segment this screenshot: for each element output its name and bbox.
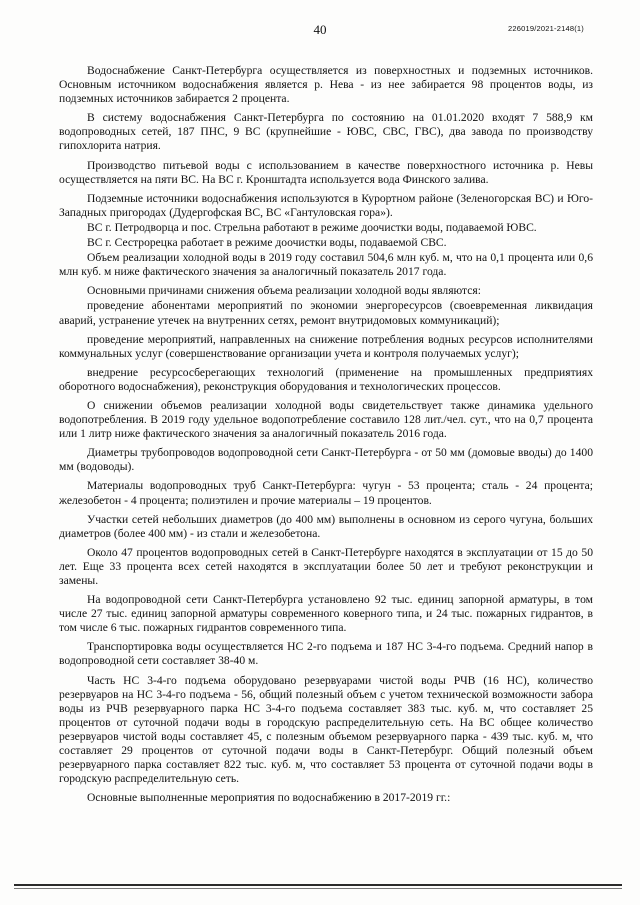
paragraph: Участки сетей небольших диаметров (до 400 мм) выполнены в основном из серого чугуна, больших диаметров (более 400 мм) - из стали и железобетона. bbox=[59, 512, 593, 540]
paragraph: На водопроводной сети Санкт-Петербурга установлено 92 тыс. единиц запорной арматуры, в том числе 27 тыс. единиц запорной арматуры современного коверного типа, и 24 тыс. пожарных гидрантов, в том числе 6 тыс. пожарных гидрантов современного типа. bbox=[59, 593, 593, 635]
scan-edge-line bbox=[14, 884, 622, 886]
paragraph: Подземные источники водоснабжения используются в Курортном районе (Зеленогорская ВС) и Юго-Западных пригородах (Дудергофская ВС, ВС «Гантуловская гора»). bbox=[59, 191, 593, 219]
paragraph: О снижении объемов реализации холодной воды свидетельствует также динамика удельного водопотребления. В 2019 году удельное водопотребление составило 128 лит./чел. сут., что на 0,7 процента или 1 литр ниже фактического значения за аналогичный показатель 2016 года. bbox=[59, 398, 593, 441]
paragraph: В систему водоснабжения Санкт-Петербурга по состоянию на 01.01.2020 входят 7 588,9 км водопроводных сетей, 187 ПНС, 9 ВС (крупнейшие - ЮВС, СВС, ГВС), два завода по производству гипохлорита натрия. bbox=[59, 111, 593, 153]
page-number: 40 bbox=[313, 22, 327, 37]
paragraph: ВС г. Сестрорецка работает в режиме доочистки воды, подаваемой СВС. bbox=[87, 236, 447, 250]
document-body bbox=[59, 64, 593, 810]
paragraph: Объем реализации холодной воды в 2019 году составил 504,6 млн куб. м, что на 0,1 процента или 0,6 млн куб. м ниже фактического значения за аналогичный показатель 2017 года. bbox=[59, 251, 593, 279]
paragraph: Диаметры трубопроводов водопроводной сети Санкт-Петербурга - от 50 мм (домовые вводы) до 1400 мм (водоводы). bbox=[59, 446, 593, 474]
paragraph: Материалы водопроводных труб Санкт-Петербурга: чугун - 53 процента; сталь - 24 процента; железобетон - 4 процента; полиэтилен и прочие материалы – 19 процентов. bbox=[59, 479, 593, 507]
scan-edge-line bbox=[14, 888, 622, 889]
list-item: проведение абонентами мероприятий по экономии энергоресурсов (своевременная ликвидация аварий, устранение утечек на внутренних сетях, ремонт внутридомовых коммуникаций); bbox=[59, 299, 593, 327]
paragraph: Около 47 процентов водопроводных сетей в Санкт-Петербурге находятся в эксплуатации от 15 до 50 лет. Еще 33 процента всех сетей находятся в эксплуатации более 50 лет и требуют реконструкции и замены. bbox=[59, 545, 593, 587]
paragraph: Водоснабжение Санкт-Петербурга осуществляется из поверхностных и подземных источников. Основным источником водоснабжения является р. Нева - из нее забирается 98 процентов воды, из подземных источников забирается 2 процента. bbox=[59, 64, 593, 106]
paragraph: Часть НС 3-4-го подъема оборудовано резервуарами чистой воды РЧВ (16 НС), количество резервуаров на НС 3-4-го подъема - 56, общий полезный объем с учетом технической возможности забора воды из РЧВ резервуарного парка НС 3-4-го подъема составляет 383 тыс. куб. м, что составляет 25 процентов от суточной подачи воды в городскую распределительную сеть. На ВС общее количество резервуаров чистой воды составляет 45, с полезным объемом резервуарного парка - 439 тыс. куб. м, что составляет 29 процентов от суточной подачи воды в Санкт-Петербург. Общий полезный объем резервуарного парка составляет 822 тыс. куб. м, что составляет 53 процента от суточной подачи воды в городскую распределительную сеть. bbox=[59, 673, 593, 786]
paragraph: Транспортировка воды осуществляется НС 2-го подъема и 187 НС 3-4-го подъема. Средний напор в водопроводной сети составляет 38-40 м. bbox=[59, 640, 593, 668]
paragraph: Основными причинами снижения объема реализации холодной воды являются: bbox=[87, 284, 481, 298]
paragraph: Производство питьевой воды с использованием в качестве поверхностного источника р. Невы осуществляется на пяти ВС. На ВС г. Кронштадта используется вода Финского залива. bbox=[59, 158, 593, 186]
paragraph: Основные выполненные мероприятия по водоснабжению в 2017-2019 гг.: bbox=[87, 791, 451, 805]
list-item: проведение мероприятий, направленных на снижение потребления водных ресурсов исполнителями коммунальных услуг (совершенствование организации учета и контроля получаемых услуг); bbox=[59, 332, 593, 360]
list-item: внедрение ресурсосберегающих технологий (применение на промышленных предприятиях оборотного водоснабжения), реконструкция оборудования и технологических процессов. bbox=[59, 365, 593, 393]
paragraph: ВС г. Петродворца и пос. Стрельна работают в режиме доочистки воды, подаваемой ЮВС. bbox=[87, 220, 537, 234]
document-id: 226019/2021-2148(1) bbox=[508, 24, 584, 33]
